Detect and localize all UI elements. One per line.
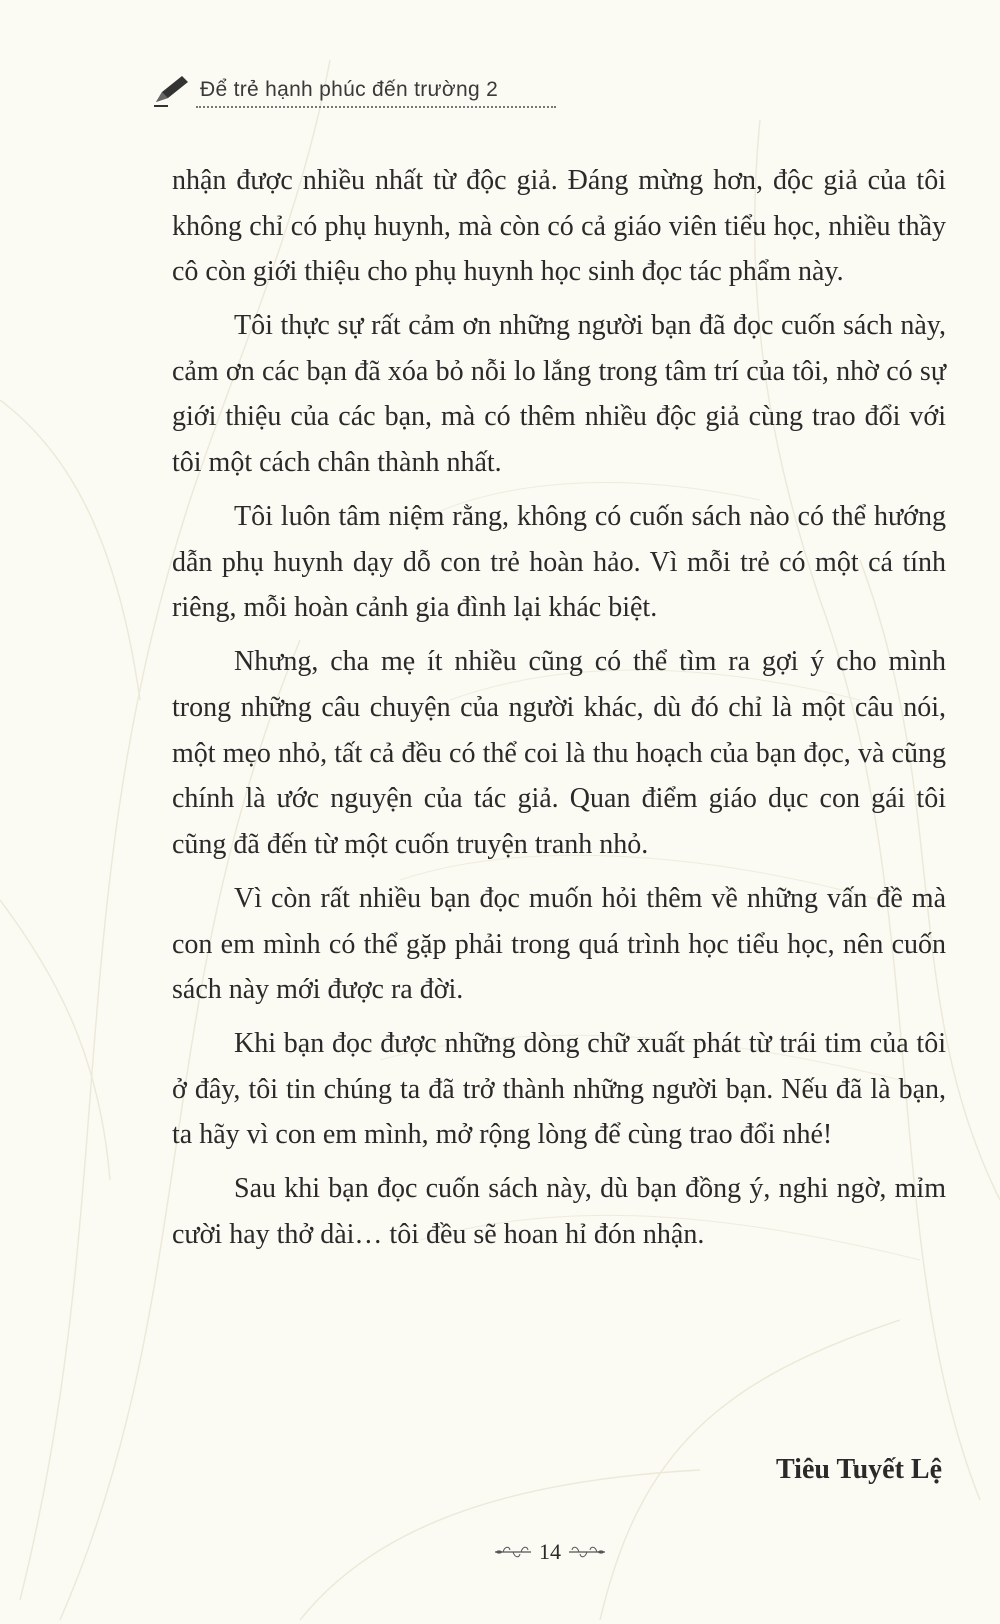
author-signature: Tiêu Tuyết Lệ — [776, 1454, 942, 1485]
paragraph: Tôi luôn tâm niệm rằng, không có cuốn sách nào có thể hướng dẫn phụ huynh dạy dỗ con trẻ hoàn hảo. Vì mỗi trẻ có một cá tính riêng, mỗi hoàn cảnh gia đình lại khác biệt. — [172, 501, 946, 624]
paragraph: nhận được nhiều nhất từ độc giả. Đáng mừng hơn, độc giả của tôi không chỉ có phụ huynh, mà còn có cả giáo viên tiểu học, nhiều thầy cô còn giới thiệu cho phụ huynh học sinh đọc tác phẩm này. — [172, 165, 946, 288]
header-dotted-rule — [196, 106, 556, 108]
book-title: Để trẻ hạnh phúc đến trường 2 — [200, 78, 499, 101]
page-number: 14 — [539, 1539, 561, 1564]
body-text — [172, 158, 946, 1266]
page-footer — [480, 1532, 620, 1572]
paragraph: Sau khi bạn đọc cuốn sách này, dù bạn đồng ý, nghi ngờ, mỉm cười hay thở dài… tôi đều sẽ hoan hỉ đón nhận. — [172, 1173, 946, 1251]
paragraph: Khi bạn đọc được những dòng chữ xuất phát từ trái tim của tôi ở đây, tôi tin chúng ta đã trở thành những người bạn. Nếu đã là bạn, ta hãy vì con em mình, mở rộng lòng để cùng trao đổi nhé! — [172, 1028, 946, 1151]
vine-left-icon — [493, 1542, 533, 1562]
paragraph: Vì còn rất nhiều bạn đọc muốn hỏi thêm về những vấn đề mà con em mình có thể gặp phải trong quá trình học tiểu học, nên cuốn sách này mới được ra đời. — [172, 882, 946, 1006]
pencil-icon — [152, 72, 192, 108]
vine-right-icon — [567, 1542, 607, 1562]
paragraph: Tôi thực sự rất cảm ơn những người bạn đã đọc cuốn sách này, cảm ơn các bạn đã xóa bỏ nỗi lo lắng trong tâm trí của tôi, nhờ có sự giới thiệu của các bạn, mà có thêm nhiều độc giả cùng trao đổi với tôi một cách chân thành nhất. — [172, 310, 946, 479]
paragraph: Nhưng, cha mẹ ít nhiều cũng có thể tìm ra gợi ý cho mình trong những câu chuyện của người khác, dù đó chỉ là một câu nói, một mẹo nhỏ, tất cả đều có thể coi là thu hoạch của bạn đọc, và cũng chính là ước nguyện của tác giả. Quan điểm giáo dục con gái tôi cũng đã đến từ một cuốn truyện tranh nhỏ. — [172, 646, 946, 860]
running-header — [152, 70, 498, 110]
